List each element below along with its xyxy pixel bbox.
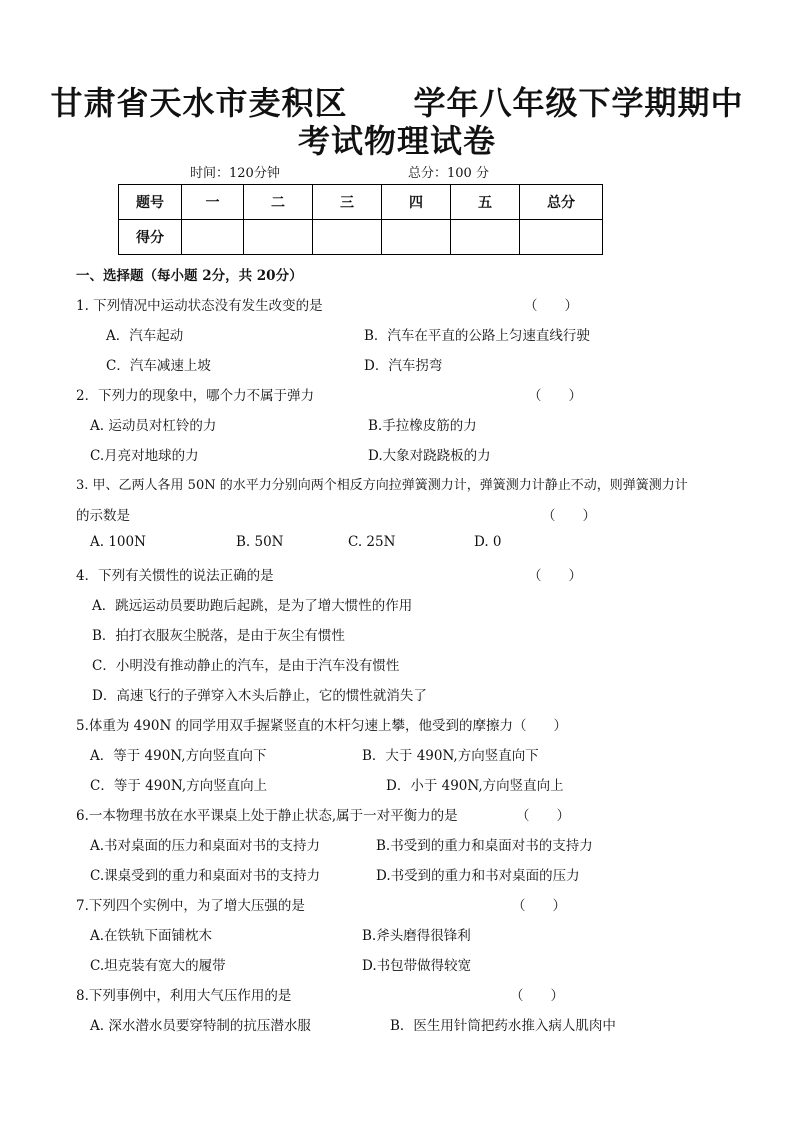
question-option: C.坦克装有宽大的履带 xyxy=(90,958,226,974)
question-option: D．汽车拐弯 xyxy=(364,358,443,374)
question-stem-continued: 的示数是 xyxy=(76,508,130,524)
question-option: C. 25N xyxy=(348,534,396,550)
answer-paren: （ ） xyxy=(524,298,578,314)
question-option: A. 深水潜水员要穿特制的抗压潜水服 xyxy=(90,1018,311,1034)
section-heading: 一、选择题（每小题 2分，共 20分） xyxy=(76,268,303,284)
answer-paren: （ ） xyxy=(510,988,564,1004)
score-cell[interactable] xyxy=(313,220,382,255)
answer-paren: （ ） xyxy=(516,808,570,824)
question-stem: 8.下列事例中，利用大气压作用的是 xyxy=(76,988,292,1004)
answer-paren: （ ） xyxy=(542,508,596,524)
question-option: B．拍打衣服灰尘脱落，是由于灰尘有惯性 xyxy=(92,628,345,644)
question-option: D. 0 xyxy=(474,534,502,550)
question-option: B. 50N xyxy=(236,534,284,550)
question-stem: 6.一本物理书放在水平课桌上处于静止状态,属于一对平衡力的是 xyxy=(76,808,458,824)
question-option: D.大象对跷跷板的力 xyxy=(368,448,491,464)
question-option: B.手拉橡皮筋的力 xyxy=(368,418,477,434)
question-option: D．高速飞行的子弹穿入木头后静止，它的惯性就消失了 xyxy=(92,688,427,704)
answer-paren: （ ） xyxy=(512,898,566,914)
score-cell[interactable] xyxy=(244,220,313,255)
score-header-cell: 一 xyxy=(182,185,244,220)
question-option: C．小明没有推动静止的汽车，是由于汽车没有惯性 xyxy=(92,658,400,674)
score-cell[interactable] xyxy=(182,220,244,255)
question-option: A．等于 490N,方向竖直向下 xyxy=(90,748,267,764)
question-option: A. 100N xyxy=(90,534,146,550)
exam-total-score: 总分：100 分 xyxy=(408,166,489,181)
question-option: A. 运动员对杠铃的力 xyxy=(90,418,217,434)
question-option: C.课桌受到的重力和桌面对书的支持力 xyxy=(90,868,321,884)
score-table-header-row xyxy=(119,185,603,220)
score-cell[interactable] xyxy=(382,220,451,255)
question-option: A.在铁轨下面铺枕木 xyxy=(90,928,213,944)
exam-time: 时间：120分钟 xyxy=(190,166,280,181)
question-option: B．医生用针筒把药水推入病人肌肉中 xyxy=(390,1018,616,1034)
score-table-score-row xyxy=(119,220,603,255)
question-stem: 2．下列力的现象中，哪个力不属于弹力 xyxy=(76,388,315,404)
score-header-cell: 总分 xyxy=(520,185,603,220)
score-header-cell: 五 xyxy=(451,185,520,220)
score-header-cell: 三 xyxy=(313,185,382,220)
answer-paren: （ ） xyxy=(528,388,582,404)
score-header-cell: 二 xyxy=(244,185,313,220)
question-option: D.书包带做得较宽 xyxy=(362,958,472,974)
answer-paren: （ ） xyxy=(528,568,582,584)
question-option: B．大于 490N,方向竖直向下 xyxy=(362,748,539,764)
question-option: C.月亮对地球的力 xyxy=(90,448,199,464)
exam-title-line2: 考试物理试卷 xyxy=(297,122,496,160)
question-stem: 3. 甲、乙两人各用 50N 的水平力分别向两个相反方向拉弹簧测力计，弹簧测力计静止不动，则弹簧测力计 xyxy=(76,478,688,493)
question-option: B．汽车在平直的公路上匀速直线行驶 xyxy=(364,328,590,344)
exam-title-line1: 甘肃省天水市麦积区 学年八年级下学期期中 xyxy=(50,84,744,122)
question-option: C．汽车减速上坡 xyxy=(106,358,211,374)
question-stem: 4．下列有关惯性的说法正确的是 xyxy=(76,568,274,584)
question-stem: 1. 下列情况中运动状态没有发生改变的是 xyxy=(76,298,323,314)
question-option: C．等于 490N,方向竖直向上 xyxy=(90,778,268,794)
score-table xyxy=(118,184,603,255)
question-option: D.书受到的重力和书对桌面的压力 xyxy=(376,868,580,884)
score-cell[interactable] xyxy=(520,220,603,255)
question-option: B.斧头磨得很锋利 xyxy=(362,928,471,944)
question-option: A.书对桌面的压力和桌面对书的支持力 xyxy=(90,838,321,854)
question-option: B.书受到的重力和桌面对书的支持力 xyxy=(376,838,593,854)
score-header-cell: 四 xyxy=(382,185,451,220)
question-option: A．跳远运动员要助跑后起跳，是为了增大惯性的作用 xyxy=(92,598,413,614)
score-row-label: 得分 xyxy=(119,220,182,255)
score-cell[interactable] xyxy=(451,220,520,255)
score-header-cell: 题号 xyxy=(119,185,182,220)
question-option: D．小于 490N,方向竖直向上 xyxy=(386,778,564,794)
question-stem: 7.下列四个实例中，为了增大压强的是 xyxy=(76,898,305,914)
question-option: A．汽车起动 xyxy=(106,328,184,344)
question-stem: 5.体重为 490N 的同学用双手握紧竖直的木杆匀速上攀，他受到的摩擦力（ ） xyxy=(76,718,568,734)
